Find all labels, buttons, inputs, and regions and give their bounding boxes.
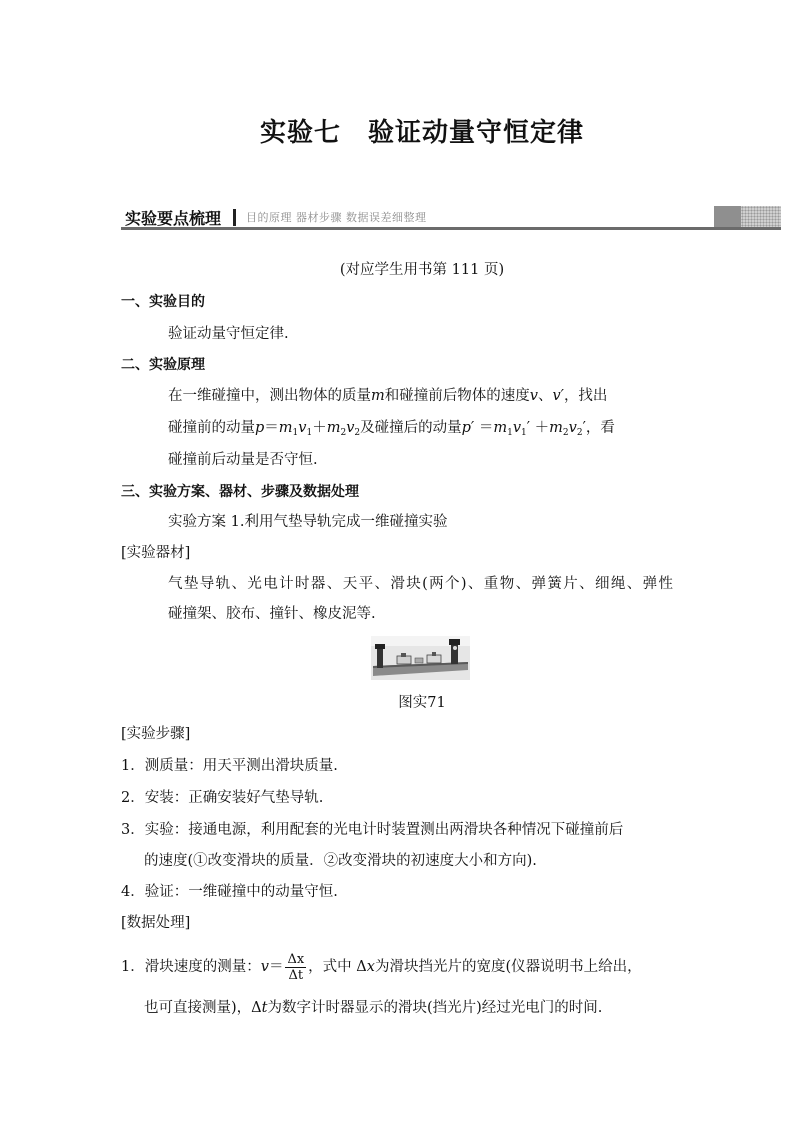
banner-label-group [125, 206, 427, 228]
purpose-text: 验证动量守恒定律. [168, 326, 289, 342]
heading-equipment: [实验器材] [121, 545, 191, 561]
banner-decor-block [714, 206, 741, 227]
heading-scheme: 三、实验方案、器材、步骤及数据处理 [121, 484, 359, 500]
velocity-fraction: $\frac{\Delta x}{\Delta t}$ [287, 951, 305, 983]
step-item: 3．实验：接通电源，利用配套的光电计时装置测出两滑块各种情况下碰撞前后 [121, 822, 624, 838]
banner-decor-pattern [741, 206, 781, 227]
step-item-continuation: 的速度(①改变滑块的质量．②改变滑块的初速度大小和方向). [144, 853, 537, 869]
banner-divider [233, 209, 236, 226]
heading-principle: 二、实验原理 [121, 357, 205, 373]
page-title: 实验七 验证动量守恒定律 [259, 118, 584, 148]
data-line-1: 1．滑块速度的测量：v＝ $\frac{\Delta x}{\Delta t}$ ，式中 Δx为滑块挡光片的宽度(仪器说明书上给出， [121, 951, 642, 983]
heading-purpose: 一、实验目的 [121, 294, 205, 310]
step-item: 2．安装：正确安装好气垫导轨. [121, 790, 324, 806]
step-item: 4．验证：一维碰撞中的动量守恒. [121, 884, 338, 900]
equipment-line-2: 碰撞架、胶布、撞针、橡皮泥等. [168, 606, 376, 622]
principle-line-1: 在一维碰撞中，测出物体的质量m和碰撞前后物体的速度v、v′，找出 [168, 388, 608, 404]
banner-rule [121, 227, 781, 230]
banner-subtitle: 目的原理 器材步骤 数据误差细整理 [246, 211, 427, 224]
data-line-2: 也可直接测量)，Δt为数字计时器显示的滑块(挡光片)经过光电门的时间. [144, 1000, 603, 1016]
principle-line-2: 碰撞前的动量$p=m_1v_1+m_2v_2$及碰撞后的动量$p' =m_1v_1' +m_2v_2'$，看 [168, 420, 615, 438]
scheme-subtitle: 实验方案 1.利用气垫导轨完成一维碰撞实验 [168, 514, 448, 530]
section-banner [121, 206, 781, 230]
reference-note: (对应学生用书第 111 页) [339, 262, 505, 278]
banner-title: 实验要点梳理 [125, 208, 222, 228]
heading-data-processing: [数据处理] [121, 915, 191, 931]
heading-steps: [实验步骤] [121, 726, 191, 742]
air-track-figure [371, 636, 470, 680]
principle-line-3: 碰撞前后动量是否守恒. [168, 452, 318, 468]
step-item: 1．测质量：用天平测出滑块质量. [121, 758, 338, 774]
equipment-line-1: 气垫导轨、光电计时器、天平、滑块(两个)、重物、弹簧片、细绳、弹性 [168, 576, 673, 592]
figure-caption: 图实71 [398, 695, 446, 711]
